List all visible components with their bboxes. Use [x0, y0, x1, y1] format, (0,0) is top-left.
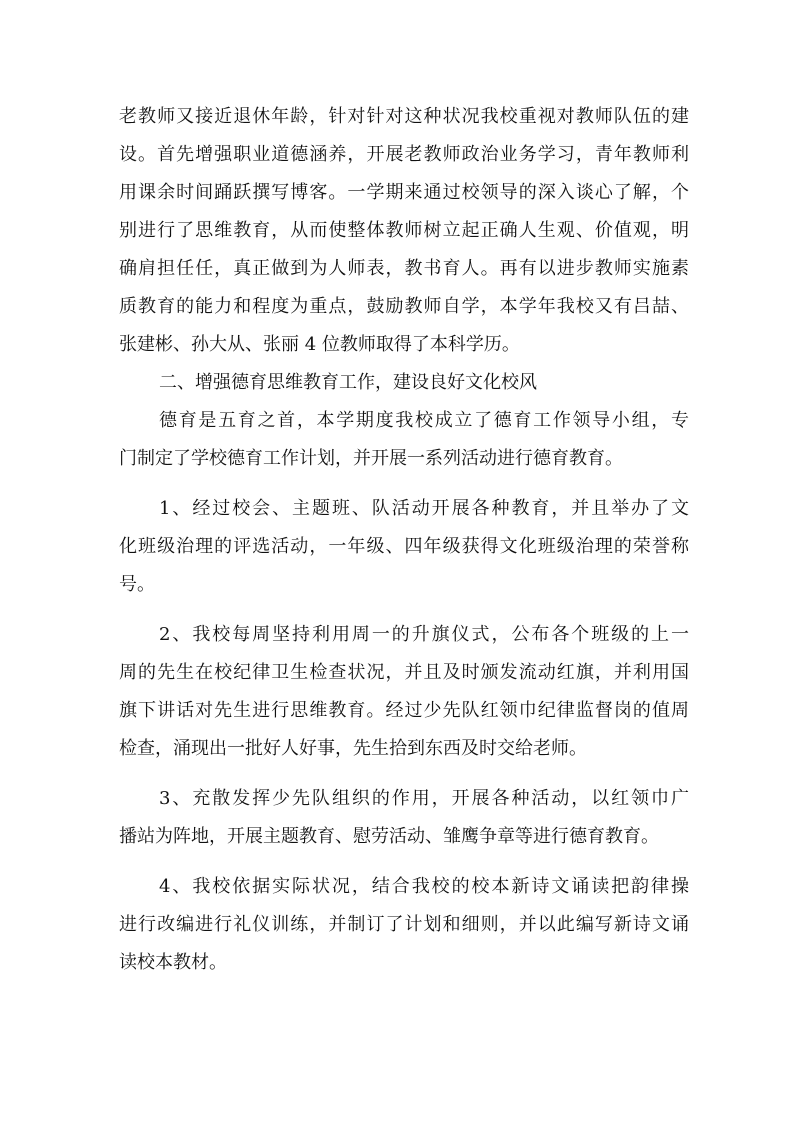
text-line: 德育是五育之首，本学期度我校成立了德育工作领导小组，专	[159, 410, 689, 431]
document-body	[119, 98, 689, 982]
text-line: 质教育的能力和程度为重点，鼓励教师自学，本学年我校又有吕喆、	[119, 296, 689, 317]
list-item-1	[119, 490, 689, 604]
list-item-2	[119, 616, 689, 768]
text-line: 1、经过校会、主题班、队活动开展各种教育，并且举办了文	[159, 498, 689, 519]
text-line: 4、我校依据实际状况，结合我校的校本新诗文诵读把韵律操	[159, 876, 689, 897]
text-line: 老教师又接近退休年龄，针对针对这种状况我校重视对教师队伍的建	[119, 106, 689, 127]
paragraph-teacher-development	[119, 98, 689, 364]
text-line: 播站为阵地，开展主题教育、慰劳活动、雏鹰争章等进行德育教育。	[119, 826, 659, 847]
text-line: 化班级治理的评选活动，一年级、四年级获得文化班级治理的荣誉称	[119, 536, 689, 557]
text-line: 3、充散发挥少先队组织的作用，开展各种活动，以红领巾广	[159, 788, 689, 809]
text-line: 确肩担任任，真正做到为人师表，教书育人。再有以进步教师实施素	[119, 258, 689, 279]
heading-text: 二、增强德育思维教育工作，建设良好文化校风	[159, 372, 537, 393]
text-line: 用课余时间踊跃撰写博客。一学期来通过校领导的深入谈心了解，个	[119, 182, 689, 203]
text-line: 周的先生在校纪律卫生检查状况，并且及时颁发流动红旗，并利用国	[119, 662, 689, 683]
text-line: 读校本教材。	[119, 952, 227, 973]
text-line: 张建彬、孙大从、张丽 4 位教师取得了本科学历。	[119, 334, 520, 355]
list-item-3	[119, 780, 689, 856]
paragraph-moral-education-intro	[119, 402, 689, 478]
text-line: 检查，涌现出一批好人好事，先生拾到东西及时交给老师。	[119, 738, 587, 759]
text-line: 进行改编进行礼仪训练，并制订了计划和细则，并以此编写新诗文诵	[119, 914, 689, 935]
text-line: 门制定了学校德育工作计划，并开展一系列活动进行德育教育。	[119, 448, 623, 469]
text-line: 设。首先增强职业道德涵养，开展老教师政治业务学习，青年教师利	[119, 144, 689, 165]
text-line: 别进行了思维教育，从而使整体教师树立起正确人生观、价值观，明	[119, 220, 689, 241]
list-item-4	[119, 868, 689, 982]
text-line: 号。	[119, 574, 155, 595]
text-line: 2、我校每周坚持利用周一的升旗仪式，公布各个班级的上一	[159, 624, 689, 645]
text-line: 旗下讲话对先生进行思维教育。经过少先队红领巾纪律监督岗的值周	[119, 700, 689, 721]
section-heading	[119, 364, 689, 402]
